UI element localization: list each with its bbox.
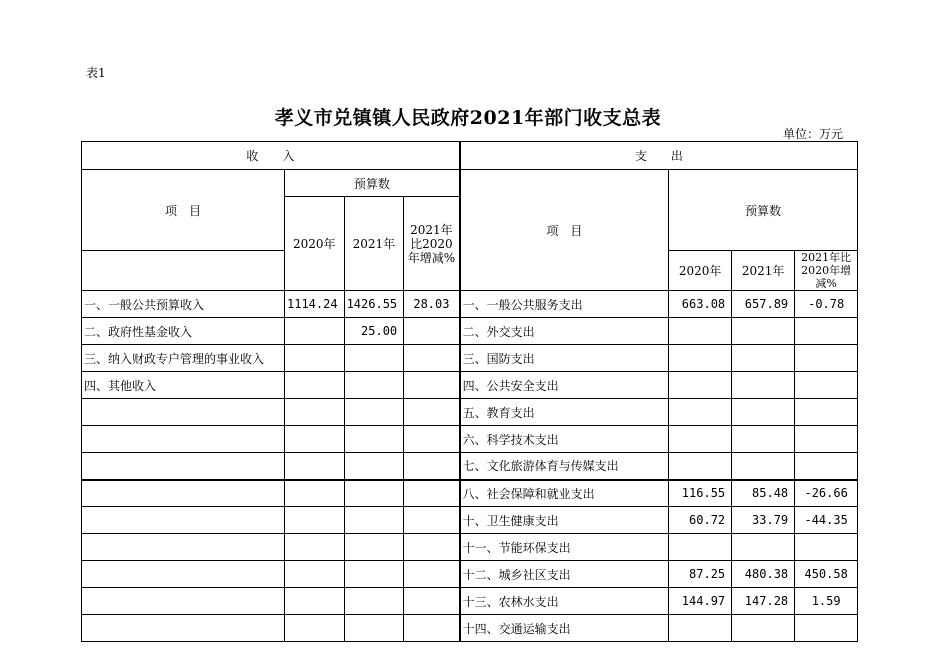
income-item: 三、纳入财政专户管理的事业收入 (82, 345, 285, 372)
income-2020-value (285, 345, 345, 372)
expense-item: 五、教育支出 (460, 399, 669, 426)
income-item: 四、其他收入 (82, 372, 285, 399)
expense-2021-value (732, 399, 795, 426)
income-item (82, 453, 285, 480)
expense-item-header: 项 目 (460, 170, 669, 291)
income-item (82, 426, 285, 453)
expense-item: 三、国防支出 (460, 345, 669, 372)
budget-summary-table (81, 141, 858, 642)
income-2021-value: 1426.55 (344, 291, 404, 318)
income-2020-header: 2020年 (285, 197, 345, 291)
income-change-value (404, 480, 460, 507)
income-item-header: 项 目 (82, 170, 285, 251)
income-item: 二、政府性基金收入 (82, 318, 285, 345)
table-row (82, 615, 858, 642)
expense-2020-value: 144.97 (669, 588, 732, 615)
income-change-value: 28.03 (404, 291, 460, 318)
table-row (82, 372, 858, 399)
income-2021-value (344, 399, 404, 426)
expense-item: 七、文化旅游体育与传媒支出 (460, 453, 669, 480)
expense-change-value: -0.78 (795, 291, 858, 318)
income-budget-header: 预算数 (285, 170, 460, 197)
unit-label: 单位：万元 (783, 127, 844, 141)
expense-2021-value: 33.79 (732, 507, 795, 534)
income-item (82, 534, 285, 561)
income-2021-header: 2021年 (344, 197, 404, 291)
income-change-value (404, 372, 460, 399)
expense-item: 二、外交支出 (460, 318, 669, 345)
expense-change-value (795, 426, 858, 453)
expense-change-header: 2021年比2020年增减% (795, 251, 858, 291)
table-row (82, 291, 858, 318)
income-item (82, 507, 285, 534)
expense-2021-value: 480.38 (732, 561, 795, 588)
income-item (82, 615, 285, 642)
expense-change-value (795, 399, 858, 426)
income-change-value (404, 399, 460, 426)
expense-change-value (795, 372, 858, 399)
table-row (82, 399, 858, 426)
income-item (82, 561, 285, 588)
expense-2020-value (669, 453, 732, 480)
expense-item: 十一、节能环保支出 (460, 534, 669, 561)
income-2021-value (344, 615, 404, 642)
income-2020-value (285, 507, 345, 534)
expense-2020-value: 87.25 (669, 561, 732, 588)
income-2020-value (285, 399, 345, 426)
expense-change-value: -26.66 (795, 480, 858, 507)
income-change-value (404, 561, 460, 588)
income-2020-value (285, 588, 345, 615)
income-item (82, 480, 285, 507)
income-2021-value (344, 534, 404, 561)
expense-change-value: 450.58 (795, 561, 858, 588)
income-2021-value (344, 426, 404, 453)
expense-2021-value (732, 372, 795, 399)
expense-change-value: -44.35 (795, 507, 858, 534)
expense-2020-value: 663.08 (669, 291, 732, 318)
table-row (82, 507, 858, 534)
income-2021-value (344, 345, 404, 372)
expense-item: 十四、交通运输支出 (460, 615, 669, 642)
income-2020-value (285, 480, 345, 507)
expense-2021-value (732, 318, 795, 345)
table-row (82, 453, 858, 480)
expense-change-value (795, 318, 858, 345)
expense-change-value (795, 534, 858, 561)
income-change-value (404, 345, 460, 372)
expense-2021-value (732, 534, 795, 561)
income-2021-value (344, 453, 404, 480)
expense-2020-value (669, 426, 732, 453)
expense-item: 十三、农林水支出 (460, 588, 669, 615)
income-item (82, 588, 285, 615)
income-change-value (404, 615, 460, 642)
income-2020-value (285, 453, 345, 480)
expense-item: 一、一般公共服务支出 (460, 291, 669, 318)
expense-2021-value: 657.89 (732, 291, 795, 318)
expense-item: 六、科学技术支出 (460, 426, 669, 453)
expense-2020-value (669, 399, 732, 426)
income-item (82, 399, 285, 426)
expense-2021-value: 147.28 (732, 588, 795, 615)
expense-item: 十二、城乡社区支出 (460, 561, 669, 588)
income-2020-value (285, 426, 345, 453)
table-row (82, 534, 858, 561)
expense-2021-value (732, 615, 795, 642)
income-2021-value (344, 507, 404, 534)
expense-2020-value: 60.72 (669, 507, 732, 534)
expense-change-value (795, 345, 858, 372)
expense-change-value (795, 615, 858, 642)
expense-item: 八、社会保障和就业支出 (460, 480, 669, 507)
expense-2021-value (732, 345, 795, 372)
expense-item: 四、公共安全支出 (460, 372, 669, 399)
expense-change-value (795, 453, 858, 480)
income-item: 一、一般公共预算收入 (82, 291, 285, 318)
expense-2020-value (669, 372, 732, 399)
table-label: 表1 (86, 66, 106, 80)
table-row (82, 480, 858, 507)
income-2020-value (285, 372, 345, 399)
income-change-value (404, 318, 460, 345)
table-row (82, 318, 858, 345)
expense-header: 支 出 (460, 142, 858, 170)
expense-2020-value (669, 318, 732, 345)
income-2021-value (344, 480, 404, 507)
income-change-value (404, 507, 460, 534)
income-2021-value (344, 561, 404, 588)
expense-item: 十、卫生健康支出 (460, 507, 669, 534)
table-row (82, 345, 858, 372)
expense-2020-header: 2020年 (669, 251, 732, 291)
income-2021-value (344, 588, 404, 615)
income-change-header: 2021年比2020年增减% (404, 197, 460, 291)
table-row (82, 561, 858, 588)
income-change-value (404, 534, 460, 561)
expense-2020-value (669, 534, 732, 561)
income-item-spacer (82, 251, 285, 291)
expense-2021-header: 2021年 (732, 251, 795, 291)
expense-2020-value: 116.55 (669, 480, 732, 507)
expense-2020-value (669, 345, 732, 372)
income-2020-value (285, 615, 345, 642)
table-row (82, 588, 858, 615)
expense-2020-value (669, 615, 732, 642)
income-2021-value (344, 372, 404, 399)
income-2020-value (285, 534, 345, 561)
table-row (82, 426, 858, 453)
expense-2021-value: 85.48 (732, 480, 795, 507)
income-header: 收 入 (82, 142, 460, 170)
page-title: 孝义市兑镇镇人民政府2021年部门收支总表 (274, 107, 662, 129)
income-2021-value: 25.00 (344, 318, 404, 345)
income-change-value (404, 453, 460, 480)
expense-change-value: 1.59 (795, 588, 858, 615)
expense-budget-header: 预算数 (669, 170, 858, 251)
income-2020-value (285, 561, 345, 588)
expense-2021-value (732, 453, 795, 480)
income-2020-value: 1114.24 (285, 291, 345, 318)
income-2020-value (285, 318, 345, 345)
expense-2021-value (732, 426, 795, 453)
income-change-value (404, 588, 460, 615)
income-change-value (404, 426, 460, 453)
